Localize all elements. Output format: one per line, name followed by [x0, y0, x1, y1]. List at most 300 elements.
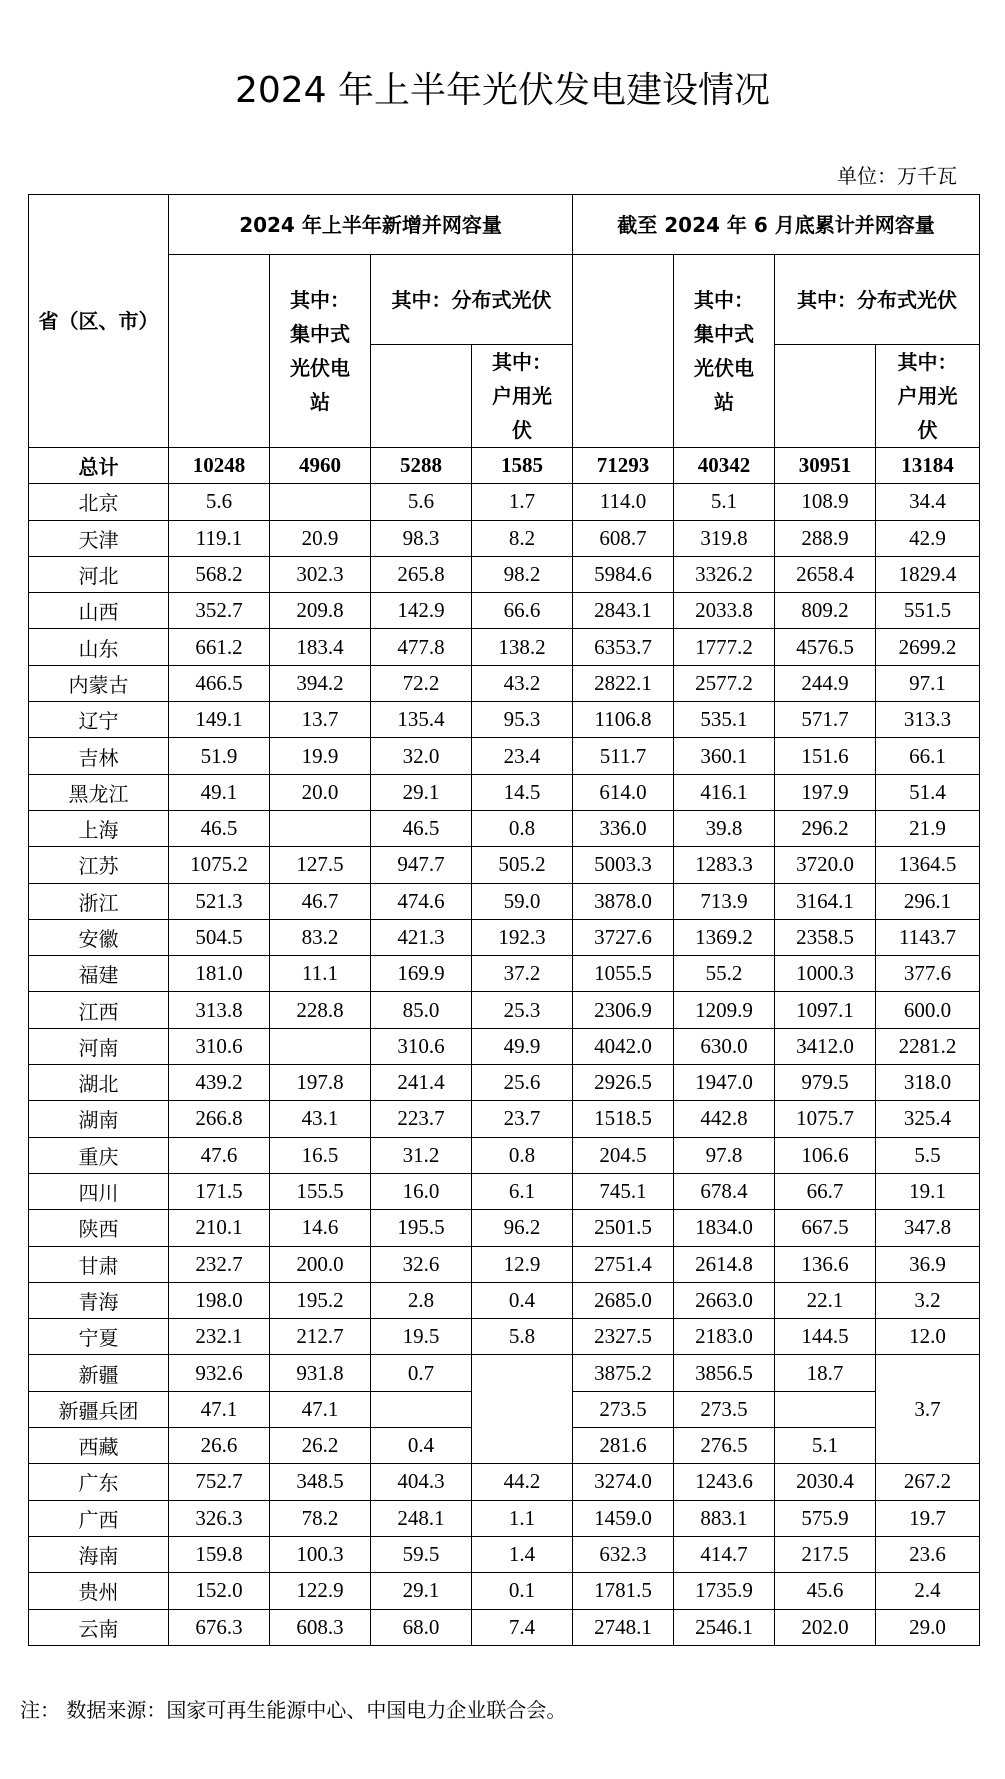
row-label: 广西	[29, 1500, 169, 1536]
cell-cum-central: 360.1	[674, 738, 775, 774]
row-label: 新疆兵团	[29, 1391, 169, 1427]
row-label: 湖南	[29, 1101, 169, 1137]
cell-cum: 632.3	[573, 1536, 674, 1572]
cell-new-distributed: 265.8	[371, 556, 472, 592]
cell-cum-distributed: 18.7	[775, 1355, 876, 1391]
cell-cum-central: 1369.2	[674, 919, 775, 955]
cell-cum-central: 3326.2	[674, 556, 775, 592]
cell-new-distributed: 31.2	[371, 1137, 472, 1173]
cell-new-distributed: 59.5	[371, 1536, 472, 1572]
cell-new: 46.5	[169, 810, 270, 846]
cell-cum-distributed: 667.5	[775, 1210, 876, 1246]
cell-new: 152.0	[169, 1573, 270, 1609]
cell-cum-distributed: 66.7	[775, 1173, 876, 1209]
cell-new: 26.6	[169, 1428, 270, 1464]
cell-total-cum: 71293	[573, 448, 674, 484]
cell-new-household: 59.0	[472, 883, 573, 919]
cell-new: 181.0	[169, 956, 270, 992]
cell-cum-distributed: 108.9	[775, 484, 876, 520]
row-label: 江西	[29, 992, 169, 1028]
cell-new-distributed: 947.7	[371, 847, 472, 883]
cell-total-cum-household: 13184	[876, 448, 980, 484]
cell-new-central: 100.3	[270, 1536, 371, 1572]
header-cum-household: 其中：户用光伏	[876, 345, 980, 448]
cell-new-distributed: 135.4	[371, 702, 472, 738]
cell-new-distributed: 223.7	[371, 1101, 472, 1137]
cell-cum: 2822.1	[573, 665, 674, 701]
cell-new-distributed: 0.7	[371, 1355, 472, 1391]
cell-new-central: 197.8	[270, 1065, 371, 1101]
cell-cum: 336.0	[573, 810, 674, 846]
cell-cum-central: 442.8	[674, 1101, 775, 1137]
cell-cum-central: 2183.0	[674, 1319, 775, 1355]
cell-cum-central: 3856.5	[674, 1355, 775, 1391]
cell-cum-household: 19.7	[876, 1500, 980, 1536]
cell-new-distributed: 142.9	[371, 593, 472, 629]
cell-new-central: 19.9	[270, 738, 371, 774]
cell-new-central	[270, 484, 371, 520]
cell-cum-central: 1283.3	[674, 847, 775, 883]
cell-cum-household: 325.4	[876, 1101, 980, 1137]
cell-cum-central: 1735.9	[674, 1573, 775, 1609]
cell-new-central: 608.3	[270, 1609, 371, 1645]
table-row	[29, 992, 980, 1028]
row-label: 西藏	[29, 1428, 169, 1464]
cell-new: 5.6	[169, 484, 270, 520]
cell-cum: 608.7	[573, 520, 674, 556]
unit-label: 单位：万千瓦	[837, 164, 957, 188]
cell-new-household: 0.8	[472, 1137, 573, 1173]
cell-cum-central: 1834.0	[674, 1210, 775, 1246]
row-label: 江苏	[29, 847, 169, 883]
cell-cum-distributed: 244.9	[775, 665, 876, 701]
row-label: 上海	[29, 810, 169, 846]
cell-cum-central: 535.1	[674, 702, 775, 738]
table-row	[29, 738, 980, 774]
cell-cum: 1781.5	[573, 1573, 674, 1609]
cell-new-central: 20.9	[270, 520, 371, 556]
cell-new-distributed: 195.5	[371, 1210, 472, 1246]
cell-cum: 2926.5	[573, 1065, 674, 1101]
cell-cum-household: 12.0	[876, 1319, 980, 1355]
cell-cum-central: 414.7	[674, 1536, 775, 1572]
row-label: 云南	[29, 1609, 169, 1645]
cell-cum: 204.5	[573, 1137, 674, 1173]
cell-new: 352.7	[169, 593, 270, 629]
cell-cum-distributed: 979.5	[775, 1065, 876, 1101]
cell-cum: 114.0	[573, 484, 674, 520]
row-label: 贵州	[29, 1573, 169, 1609]
cell-cum-central: 39.8	[674, 810, 775, 846]
cell-cum-household: 3.7	[876, 1355, 980, 1464]
table-row	[29, 1319, 980, 1355]
cell-cum: 2306.9	[573, 992, 674, 1028]
row-label: 广东	[29, 1464, 169, 1500]
cell-cum-central: 55.2	[674, 956, 775, 992]
cell-cum: 3878.0	[573, 883, 674, 919]
cell-cum-distributed: 1075.7	[775, 1101, 876, 1137]
cell-total-new-distributed: 5288	[371, 448, 472, 484]
table-row	[29, 1500, 980, 1536]
row-label: 福建	[29, 956, 169, 992]
cell-cum-household: 23.6	[876, 1536, 980, 1572]
table-row	[29, 1210, 980, 1246]
row-label: 辽宁	[29, 702, 169, 738]
row-label: 河北	[29, 556, 169, 592]
cell-cum: 2843.1	[573, 593, 674, 629]
cell-cum: 281.6	[573, 1428, 674, 1464]
cell-cum-distributed: 2658.4	[775, 556, 876, 592]
cell-cum-distributed: 5.1	[775, 1428, 876, 1464]
cell-cum-household: 34.4	[876, 484, 980, 520]
cell-new-distributed: 474.6	[371, 883, 472, 919]
cell-new: 119.1	[169, 520, 270, 556]
header-cum-distributed-total	[775, 345, 876, 448]
header-cum-distributed: 其中：分布式光伏	[775, 255, 980, 345]
cell-new: 439.2	[169, 1065, 270, 1101]
cell-cum: 2685.0	[573, 1282, 674, 1318]
cell-new: 1075.2	[169, 847, 270, 883]
cell-cum-household: 42.9	[876, 520, 980, 556]
table-row	[29, 810, 980, 846]
cell-cum-distributed: 3720.0	[775, 847, 876, 883]
row-label: 宁夏	[29, 1319, 169, 1355]
row-label: 安徽	[29, 919, 169, 955]
cell-new-household: 5.8	[472, 1319, 573, 1355]
cell-cum-distributed: 4576.5	[775, 629, 876, 665]
cell-new-household: 66.6	[472, 593, 573, 629]
table-row	[29, 1464, 980, 1500]
cell-cum-distributed: 575.9	[775, 1500, 876, 1536]
cell-cum-distributed: 2358.5	[775, 919, 876, 955]
cell-new-household: 43.2	[472, 665, 573, 701]
cell-new-distributed: 72.2	[371, 665, 472, 701]
cell-cum: 5984.6	[573, 556, 674, 592]
cell-cum: 1055.5	[573, 956, 674, 992]
cell-new-central: 228.8	[270, 992, 371, 1028]
table-row	[29, 1536, 980, 1572]
row-label: 新疆	[29, 1355, 169, 1391]
row-label: 重庆	[29, 1137, 169, 1173]
cell-new-household: 138.2	[472, 629, 573, 665]
table-row	[29, 556, 980, 592]
cell-new-distributed: 169.9	[371, 956, 472, 992]
cell-cum-central: 2546.1	[674, 1609, 775, 1645]
header-cum-central: 其中：集中式光伏电站	[674, 255, 775, 448]
cell-cum-household: 19.1	[876, 1173, 980, 1209]
cell-new-household: 25.3	[472, 992, 573, 1028]
cell-new-central: 122.9	[270, 1573, 371, 1609]
cell-new-household: 0.4	[472, 1282, 573, 1318]
cell-cum-distributed: 45.6	[775, 1573, 876, 1609]
cell-cum-central: 678.4	[674, 1173, 775, 1209]
table-row	[29, 956, 980, 992]
cell-new: 676.3	[169, 1609, 270, 1645]
table-row	[29, 1173, 980, 1209]
cell-new: 159.8	[169, 1536, 270, 1572]
table-row	[29, 1573, 980, 1609]
cell-new: 149.1	[169, 702, 270, 738]
table-row	[29, 1065, 980, 1101]
row-label: 甘肃	[29, 1246, 169, 1282]
cell-new-central: 14.6	[270, 1210, 371, 1246]
cell-new-central: 348.5	[270, 1464, 371, 1500]
cell-new-distributed: 0.4	[371, 1428, 472, 1464]
cell-cum-distributed: 217.5	[775, 1536, 876, 1572]
table-row	[29, 1101, 980, 1137]
cell-new-central	[270, 810, 371, 846]
cell-cum: 6353.7	[573, 629, 674, 665]
cell-new: 232.7	[169, 1246, 270, 1282]
cell-cum-household: 36.9	[876, 1246, 980, 1282]
cell-cum-distributed: 571.7	[775, 702, 876, 738]
cell-cum-central: 273.5	[674, 1391, 775, 1427]
cell-new-distributed: 2.8	[371, 1282, 472, 1318]
cell-cum: 1459.0	[573, 1500, 674, 1536]
cell-new-central: 127.5	[270, 847, 371, 883]
cell-cum-household: 29.0	[876, 1609, 980, 1645]
cell-cum: 614.0	[573, 774, 674, 810]
cell-cum-household: 318.0	[876, 1065, 980, 1101]
cell-cum-household: 1143.7	[876, 919, 980, 955]
cell-cum-central: 1209.9	[674, 992, 775, 1028]
cell-total-cum-central: 40342	[674, 448, 775, 484]
table-body	[29, 448, 980, 1646]
cell-new-household: 37.2	[472, 956, 573, 992]
cell-cum-central: 416.1	[674, 774, 775, 810]
cell-new-central: 212.7	[270, 1319, 371, 1355]
table-row	[29, 1028, 980, 1064]
cell-new-household: 95.3	[472, 702, 573, 738]
table-row	[29, 919, 980, 955]
table-row	[29, 883, 980, 919]
table-row	[29, 1282, 980, 1318]
cell-new-central: 931.8	[270, 1355, 371, 1391]
cell-new-central: 302.3	[270, 556, 371, 592]
cell-new-central: 200.0	[270, 1246, 371, 1282]
table-row	[29, 1246, 980, 1282]
cell-cum-household: 377.6	[876, 956, 980, 992]
cell-new-central: 47.1	[270, 1391, 371, 1427]
cell-new-central: 13.7	[270, 702, 371, 738]
cell-cum: 2327.5	[573, 1319, 674, 1355]
row-label-total: 总计	[29, 448, 169, 484]
cell-cum-central: 713.9	[674, 883, 775, 919]
cell-new-household: 25.6	[472, 1065, 573, 1101]
row-label: 陕西	[29, 1210, 169, 1246]
cell-total-cum-distributed: 30951	[775, 448, 876, 484]
cell-cum-distributed: 202.0	[775, 1609, 876, 1645]
header-new-total	[169, 255, 270, 448]
cell-new-distributed: 32.0	[371, 738, 472, 774]
cell-cum: 2748.1	[573, 1609, 674, 1645]
table-row	[29, 665, 980, 701]
table-header	[29, 195, 980, 448]
cell-cum-distributed: 288.9	[775, 520, 876, 556]
cell-new-distributed	[371, 1391, 472, 1427]
cell-cum-household: 1364.5	[876, 847, 980, 883]
cell-cum-distributed: 3412.0	[775, 1028, 876, 1064]
cell-new-distributed: 421.3	[371, 919, 472, 955]
cell-cum-household: 551.5	[876, 593, 980, 629]
cell-new-household: 0.1	[472, 1573, 573, 1609]
cell-new-central: 195.2	[270, 1282, 371, 1318]
table-row	[29, 774, 980, 810]
cell-cum-household: 2281.2	[876, 1028, 980, 1064]
cell-cum-central: 5.1	[674, 484, 775, 520]
cell-new-household: 23.7	[472, 1101, 573, 1137]
cell-cum-household: 5.5	[876, 1137, 980, 1173]
cell-new-household: 1.4	[472, 1536, 573, 1572]
cell-cum-household: 1829.4	[876, 556, 980, 592]
cell-cum-household: 347.8	[876, 1210, 980, 1246]
cell-new-household: 44.2	[472, 1464, 573, 1500]
cell-cum-central: 2663.0	[674, 1282, 775, 1318]
cell-new-distributed: 29.1	[371, 1573, 472, 1609]
cell-new-distributed: 85.0	[371, 992, 472, 1028]
cell-new-distributed: 248.1	[371, 1500, 472, 1536]
cell-new: 568.2	[169, 556, 270, 592]
cell-new-household: 1.7	[472, 484, 573, 520]
cell-cum-household: 3.2	[876, 1282, 980, 1318]
cell-new-household	[472, 1355, 573, 1464]
cell-new: 171.5	[169, 1173, 270, 1209]
cell-new-central: 16.5	[270, 1137, 371, 1173]
source-note: 注： 数据来源：国家可再生能源中心、中国电力企业联合会。	[20, 1698, 567, 1722]
cell-new-central: 83.2	[270, 919, 371, 955]
cell-new: 266.8	[169, 1101, 270, 1137]
table-row	[29, 629, 980, 665]
cell-cum-distributed: 2030.4	[775, 1464, 876, 1500]
cell-cum-household: 97.1	[876, 665, 980, 701]
row-label: 吉林	[29, 738, 169, 774]
row-label: 浙江	[29, 883, 169, 919]
cell-new: 661.2	[169, 629, 270, 665]
cell-total-new: 10248	[169, 448, 270, 484]
row-label: 山东	[29, 629, 169, 665]
cell-new-household: 23.4	[472, 738, 573, 774]
cell-new-household: 192.3	[472, 919, 573, 955]
cell-new-household: 6.1	[472, 1173, 573, 1209]
header-cum-total	[573, 255, 674, 448]
cell-cum-distributed: 144.5	[775, 1319, 876, 1355]
header-new-distributed: 其中：分布式光伏	[371, 255, 573, 345]
table-row	[29, 593, 980, 629]
cell-new: 326.3	[169, 1500, 270, 1536]
cell-new-central: 78.2	[270, 1500, 371, 1536]
table-row	[29, 484, 980, 520]
table-row	[29, 1137, 980, 1173]
cell-new-central	[270, 1028, 371, 1064]
cell-new-distributed: 477.8	[371, 629, 472, 665]
cell-cum-household: 2699.2	[876, 629, 980, 665]
cell-cum: 3727.6	[573, 919, 674, 955]
cell-cum-distributed: 1000.3	[775, 956, 876, 992]
cell-cum-central: 276.5	[674, 1428, 775, 1464]
cell-cum: 5003.3	[573, 847, 674, 883]
row-label: 海南	[29, 1536, 169, 1572]
cell-cum-distributed: 106.6	[775, 1137, 876, 1173]
cell-new-distributed: 98.3	[371, 520, 472, 556]
cell-total-new-household: 1585	[472, 448, 573, 484]
header-new-capacity: 2024 年上半年新增并网容量	[169, 195, 573, 255]
row-label: 黑龙江	[29, 774, 169, 810]
cell-new: 310.6	[169, 1028, 270, 1064]
cell-cum-household: 267.2	[876, 1464, 980, 1500]
cell-new: 198.0	[169, 1282, 270, 1318]
row-label: 湖北	[29, 1065, 169, 1101]
row-label: 内蒙古	[29, 665, 169, 701]
cell-new: 49.1	[169, 774, 270, 810]
cell-new-distributed: 404.3	[371, 1464, 472, 1500]
cell-new-household: 14.5	[472, 774, 573, 810]
cell-cum-distributed: 809.2	[775, 593, 876, 629]
cell-cum-distributed: 22.1	[775, 1282, 876, 1318]
cell-new-household: 505.2	[472, 847, 573, 883]
header-new-household: 其中：户用光伏	[472, 345, 573, 448]
row-label: 北京	[29, 484, 169, 520]
cell-new-household: 12.9	[472, 1246, 573, 1282]
cell-new: 47.6	[169, 1137, 270, 1173]
table-row	[29, 847, 980, 883]
table-row	[29, 702, 980, 738]
cell-new: 466.5	[169, 665, 270, 701]
cell-new-central: 183.4	[270, 629, 371, 665]
cell-cum: 1518.5	[573, 1101, 674, 1137]
cell-new-central: 209.8	[270, 593, 371, 629]
cell-cum-central: 2614.8	[674, 1246, 775, 1282]
cell-cum-household: 21.9	[876, 810, 980, 846]
cell-cum-central: 1947.0	[674, 1065, 775, 1101]
capacity-table	[28, 194, 980, 1646]
row-label: 河南	[29, 1028, 169, 1064]
cell-cum-distributed: 296.2	[775, 810, 876, 846]
cell-new: 932.6	[169, 1355, 270, 1391]
cell-cum-household: 51.4	[876, 774, 980, 810]
cell-new-distributed: 5.6	[371, 484, 472, 520]
cell-new-central: 20.0	[270, 774, 371, 810]
cell-cum-central: 630.0	[674, 1028, 775, 1064]
cell-new-household: 98.2	[472, 556, 573, 592]
cell-new-distributed: 68.0	[371, 1609, 472, 1645]
cell-cum: 3875.2	[573, 1355, 674, 1391]
cell-cum-central: 97.8	[674, 1137, 775, 1173]
cell-cum: 2501.5	[573, 1210, 674, 1246]
cell-total-new-central: 4960	[270, 448, 371, 484]
cell-new-central: 43.1	[270, 1101, 371, 1137]
cell-new-household: 0.8	[472, 810, 573, 846]
cell-cum-distributed: 136.6	[775, 1246, 876, 1282]
cell-cum-central: 883.1	[674, 1500, 775, 1536]
cell-new-distributed: 29.1	[371, 774, 472, 810]
header-cumulative-capacity: 截至 2024 年 6 月底累计并网容量	[573, 195, 980, 255]
cell-cum-central: 319.8	[674, 520, 775, 556]
header-new-central: 其中：集中式光伏电站	[270, 255, 371, 448]
cell-cum-distributed	[775, 1391, 876, 1427]
cell-cum: 3274.0	[573, 1464, 674, 1500]
cell-cum-distributed: 197.9	[775, 774, 876, 810]
table-row-total	[29, 448, 980, 484]
cell-cum: 4042.0	[573, 1028, 674, 1064]
cell-new: 752.7	[169, 1464, 270, 1500]
cell-cum-central: 2577.2	[674, 665, 775, 701]
cell-new-household: 96.2	[472, 1210, 573, 1246]
cell-new-distributed: 241.4	[371, 1065, 472, 1101]
cell-new-distributed: 16.0	[371, 1173, 472, 1209]
cell-new: 47.1	[169, 1391, 270, 1427]
cell-new-household: 7.4	[472, 1609, 573, 1645]
cell-cum-household: 2.4	[876, 1573, 980, 1609]
